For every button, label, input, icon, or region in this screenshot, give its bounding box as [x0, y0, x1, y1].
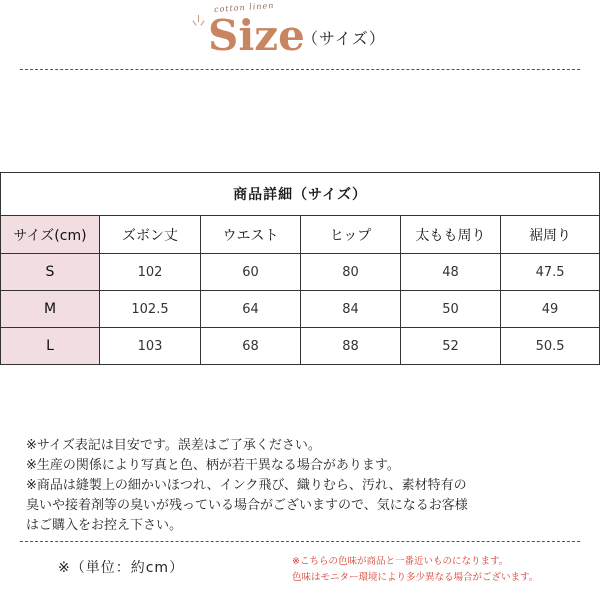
color-notes — [292, 554, 538, 586]
size-table — [0, 172, 600, 365]
page-title: Size — [208, 11, 305, 60]
column-header: 太もも周り — [401, 216, 501, 254]
table-cell: 47.5 — [501, 254, 600, 291]
note-line: 臭いや接着剤等の臭いが残っている場合がございますので、気になるお客様 — [26, 498, 468, 513]
table-cell: 103 — [100, 328, 201, 365]
size-label-cell: S — [1, 254, 100, 291]
table-row — [1, 254, 600, 291]
notes-block — [26, 436, 586, 536]
table-cell: 68 — [201, 328, 301, 365]
table-cell: 102.5 — [100, 291, 201, 328]
divider-top — [20, 69, 580, 70]
page-subtitle: （サイズ） — [302, 29, 386, 48]
table-row — [1, 291, 600, 328]
note-line: ※生産の関係により写真と色、柄が若干異なる場合があります。 — [26, 458, 400, 473]
sparkle-icon — [192, 12, 206, 26]
table-cell: 80 — [301, 254, 401, 291]
column-header: サイズ(cm) — [1, 216, 100, 254]
note-line: ※商品は縫製上の細かいほつれ、インク飛び、織りむら、汚れ、素材特有の — [26, 478, 467, 493]
table-cell: 48 — [401, 254, 501, 291]
table-cell: 88 — [301, 328, 401, 365]
page-header — [0, 0, 600, 70]
color-note-line: 色味はモニター環境により多少異なる場合がございます。 — [292, 572, 539, 583]
size-label-cell: M — [1, 291, 100, 328]
table-cell: 84 — [301, 291, 401, 328]
column-header: ヒップ — [301, 216, 401, 254]
table-caption: 商品詳細（サイズ） — [1, 173, 600, 216]
note-line: はご購入をお控え下さい。 — [26, 518, 183, 533]
column-header: 裾周り — [501, 216, 600, 254]
unit-note: ※（単位：約cm） — [58, 560, 185, 576]
column-header: ズボン丈 — [100, 216, 201, 254]
table-cell: 52 — [401, 328, 501, 365]
color-note-line: ※こちらの色味が商品と一番近いものになります。 — [292, 556, 509, 567]
brand-arc-text: cotton linen — [213, 0, 275, 15]
table-cell: 60 — [201, 254, 301, 291]
table-row — [1, 328, 600, 365]
table-cell: 64 — [201, 291, 301, 328]
size-label-cell: L — [1, 328, 100, 365]
table-cell: 50.5 — [501, 328, 600, 365]
column-header: ウエスト — [201, 216, 301, 254]
note-line: ※サイズ表記は目安です。誤差はご了承ください。 — [26, 438, 321, 453]
divider-bottom — [20, 541, 580, 542]
table-cell: 50 — [401, 291, 501, 328]
table-cell: 102 — [100, 254, 201, 291]
table-header-row — [1, 216, 600, 254]
table-cell: 49 — [501, 291, 600, 328]
